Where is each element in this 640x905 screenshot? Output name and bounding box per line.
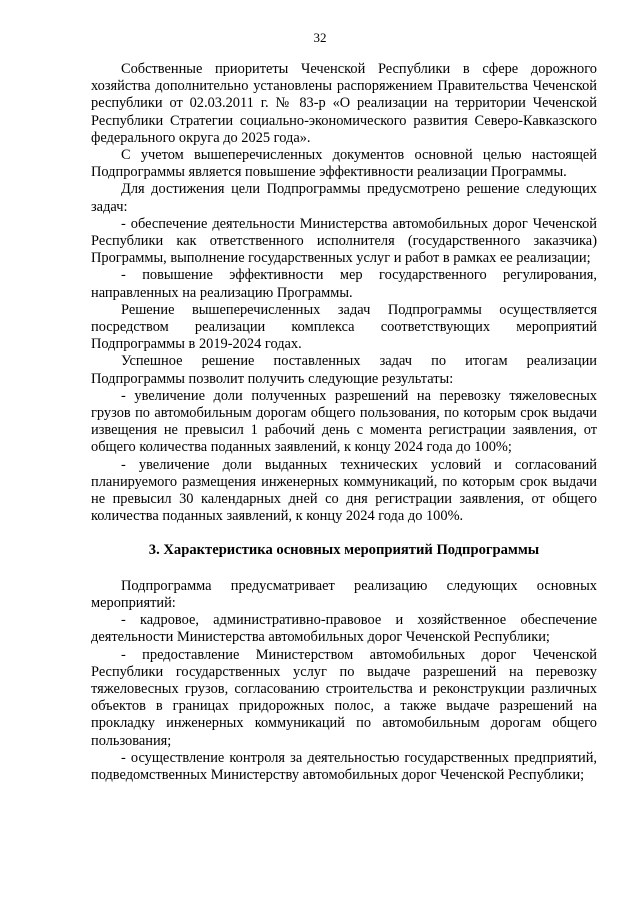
page-number: 32 [313, 30, 327, 45]
list-item-task-1: - обеспечение деятельности Министерства автомобильных дорог Чеченской Республики как ответственного исполнителя (государственного заказчика) Программы, выполнение государственных услуг и работ в рамках ее реализации; [91, 215, 597, 267]
list-item-measure-2: - предоставление Министерством автомобильных дорог Чеченской Республики государственных услуг по выдаче разрешений на перевозку тяжеловесных грузов, согласованию строительства и реконструкции различных объектов в границах придорожных полос, а также выдаче разрешений на прокладку инженерных коммуникаций по автомобильным дорогам общего пользования; [91, 646, 597, 749]
paragraph-measures-intro: Подпрограмма предусматривает реализацию следующих основных мероприятий: [91, 577, 597, 611]
paragraph-tasks-solution: Решение вышеперечисленных задач Подпрограммы осуществляется посредством реализации комплекса соответствующих мероприятий Подпрограммы в 2019-2024 годах. [91, 301, 597, 353]
section-heading: 3. Характеристика основных мероприятий Подпрограммы [148, 542, 540, 559]
document-body [91, 61, 597, 784]
paragraph-results-intro: Успешное решение поставленных задач по итогам реализации Подпрограммы позволит получить следующие результаты: [91, 353, 597, 387]
paragraph-tasks-intro: Для достижения цели Подпрограммы предусмотрено решение следующих задач: [91, 181, 597, 215]
list-item-measure-1: - кадровое, административно-правовое и хозяйственное обеспечение деятельности Министерства автомобильных дорог Чеченской Республики; [91, 612, 597, 646]
list-item-result-2: - увеличение доли выданных технических условий и согласований планируемого размещения инженерных коммуникаций, по которым срок выдачи не превысил 30 календарных дней со дня регистрации заявления, от общего количества поданных заявлений, к концу 2024 года до 100%. [91, 456, 597, 525]
paragraph-main-goal: С учетом вышеперечисленных документов основной целью настоящей Подпрограммы является повышение эффективности реализации Программы. [91, 147, 597, 181]
list-item-measure-3: - осуществление контроля за деятельностью государственных предприятий, подведомственных Министерству автомобильных дорог Чеченской Республики; [91, 749, 597, 783]
list-item-task-2: - повышение эффективности мер государственного регулирования, направленных на реализацию Программы. [91, 267, 597, 301]
list-item-result-1: - увеличение доли полученных разрешений на перевозку тяжеловесных грузов по автомобильным дорогам общего пользования, по которым срок выдачи извещения не превысил 1 рабочий день с момента регистрации заявления, от общего количества поданных заявлений, к концу 2024 года до 100%; [91, 387, 597, 456]
paragraph-priorities: Собственные приоритеты Чеченской Республики в сфере дорожного хозяйства дополнительно установлены распоряжением Правительства Чеченской республики от 02.03.2011 г. № 83-р «О реализации на территории Чеченской Республики Стратегии социально-экономического развития Северо-Кавказского федерального округа до 2025 года». [91, 61, 597, 146]
